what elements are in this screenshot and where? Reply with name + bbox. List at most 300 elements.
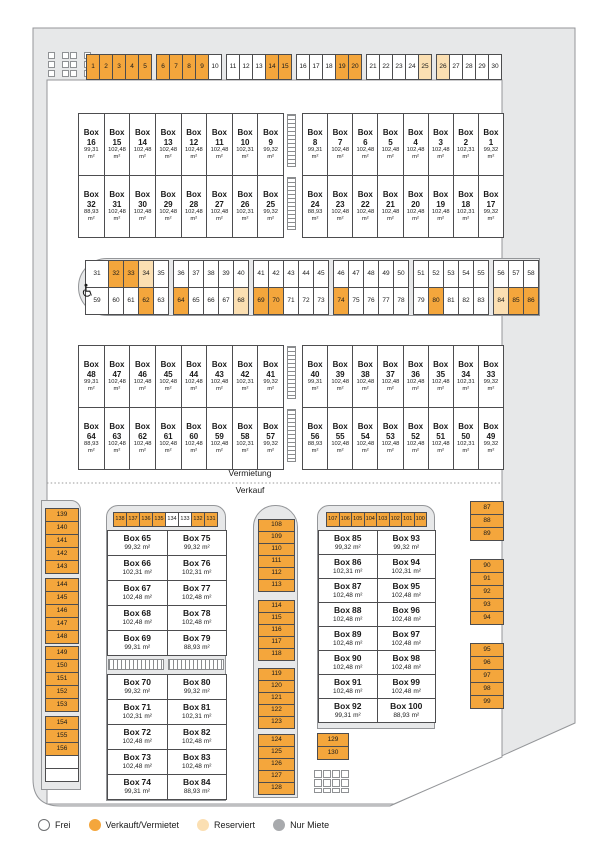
garage-box[interactable]: [108, 531, 167, 555]
unit-cell[interactable]: 118: [259, 649, 294, 660]
parking-cell[interactable]: 7: [170, 55, 182, 79]
unit-cell[interactable]: 91: [471, 573, 503, 585]
unit-cell[interactable]: 126: [259, 759, 294, 770]
unit-cell[interactable]: 125: [259, 747, 294, 758]
storage-cell[interactable]: 43: [284, 261, 298, 287]
garage-box[interactable]: [454, 408, 478, 469]
box-number: 64: [86, 431, 96, 441]
storage-cell[interactable]: 45: [314, 261, 328, 287]
parking-cell[interactable]: 24: [406, 55, 418, 79]
unit-cell[interactable]: 142: [46, 548, 78, 560]
garage-box[interactable]: [378, 699, 436, 722]
garage-box[interactable]: [378, 346, 402, 407]
garage-box[interactable]: [105, 346, 130, 407]
parking-cell[interactable]: 20: [349, 55, 361, 79]
storage-cell[interactable]: 76: [364, 288, 378, 314]
unit-cell[interactable]: 87: [471, 502, 503, 514]
box-area-unit: m²: [267, 386, 275, 393]
garage-box[interactable]: [207, 346, 232, 407]
garage-box[interactable]: [130, 346, 155, 407]
parking-cell[interactable]: 12: [240, 55, 252, 79]
garage-box[interactable]: [168, 675, 227, 699]
box-word: Box: [83, 359, 99, 369]
garage-box[interactable]: [454, 114, 478, 175]
garage-box[interactable]: [258, 176, 283, 237]
box-word: Box: [109, 127, 125, 137]
storage-cell[interactable]: 42: [269, 261, 283, 287]
garage-box[interactable]: [233, 408, 258, 469]
garage-box[interactable]: [168, 631, 227, 655]
garage-box[interactable]: [479, 408, 503, 469]
parking-cell[interactable]: 11: [227, 55, 239, 79]
unit-cell[interactable]: 138: [114, 513, 126, 526]
garage-box[interactable]: [479, 114, 503, 175]
garage-box[interactable]: [319, 675, 377, 698]
storage-cell[interactable]: 86: [524, 288, 538, 314]
garage-box[interactable]: [378, 531, 436, 554]
parking-cell[interactable]: 30: [489, 55, 501, 79]
garage-box[interactable]: [303, 408, 327, 469]
garage-box[interactable]: [328, 408, 352, 469]
unit-cell[interactable]: 99: [471, 696, 503, 708]
garage-box[interactable]: [319, 579, 377, 602]
unit-cell[interactable]: 145: [46, 592, 78, 604]
parking-cell[interactable]: 22: [380, 55, 392, 79]
unit-cell[interactable]: 151: [46, 673, 78, 685]
storage-cell[interactable]: 61: [124, 288, 138, 314]
box-area-unit: m²: [437, 154, 445, 161]
garage-box[interactable]: [105, 176, 130, 237]
parking-cell[interactable]: 17: [310, 55, 322, 79]
stairs: [168, 659, 224, 670]
unit-cell[interactable]: 100: [415, 513, 427, 526]
box-area: 102,48: [133, 441, 152, 448]
garage-box[interactable]: [479, 176, 503, 237]
garage-box[interactable]: [303, 114, 327, 175]
unit-cell[interactable]: 120: [259, 681, 294, 692]
box-area: 102,48: [133, 209, 152, 216]
parking-cell[interactable]: 4: [126, 55, 138, 79]
garage-box[interactable]: [429, 114, 453, 175]
storage-cell[interactable]: 72: [299, 288, 313, 314]
unit-cell[interactable]: 108: [259, 520, 294, 531]
storage-cell[interactable]: 31: [86, 261, 108, 287]
unit-cell[interactable]: 140: [46, 522, 78, 534]
unit-cell[interactable]: 103: [377, 513, 389, 526]
garage-box[interactable]: [182, 408, 207, 469]
garage-box[interactable]: [378, 176, 402, 237]
storage-cell[interactable]: 64: [174, 288, 188, 314]
unit-cell[interactable]: 122: [259, 705, 294, 716]
unit-cell[interactable]: 98: [471, 683, 503, 695]
storage-cell[interactable]: 34: [139, 261, 153, 287]
unit-cell[interactable]: 112: [259, 568, 294, 579]
garage-box[interactable]: [353, 346, 377, 407]
box-area-unit: m²: [412, 216, 419, 223]
storage-cell[interactable]: 83: [474, 288, 488, 314]
parking-cell[interactable]: 18: [323, 55, 335, 79]
unit-cell[interactable]: 149: [46, 647, 78, 659]
storage-cell[interactable]: 73: [314, 288, 328, 314]
box-area-unit: m²: [413, 615, 421, 623]
garage-box[interactable]: [105, 114, 130, 175]
unit-cell[interactable]: 104: [365, 513, 377, 526]
unit-cell[interactable]: 97: [471, 670, 503, 682]
unit-cell[interactable]: 136: [140, 513, 152, 526]
storage-cell[interactable]: 74: [334, 288, 348, 314]
garage-box[interactable]: [79, 408, 104, 469]
storage-cell[interactable]: 78: [394, 288, 408, 314]
unit-cell[interactable]: 116: [259, 625, 294, 636]
garage-box[interactable]: [156, 408, 181, 469]
parking-cell[interactable]: 14: [266, 55, 278, 79]
storage-cell[interactable]: 40: [234, 261, 248, 287]
storage-cell[interactable]: 39: [219, 261, 233, 287]
box-area-unit: m²: [413, 663, 421, 671]
garage-box[interactable]: [108, 775, 167, 799]
storage-cell[interactable]: 33: [124, 261, 138, 287]
unit-cell[interactable]: 96: [471, 657, 503, 669]
garage-box[interactable]: [156, 346, 181, 407]
garage-box[interactable]: [168, 531, 227, 555]
unit-cell[interactable]: 139: [46, 509, 78, 521]
unit-cell[interactable]: 128: [259, 783, 294, 794]
box-number: 4: [413, 137, 418, 147]
garage-box[interactable]: [168, 750, 227, 774]
storage-cell[interactable]: 60: [109, 288, 123, 314]
garage-box[interactable]: [130, 176, 155, 237]
unit-cell[interactable]: 93: [471, 599, 503, 611]
unit-cell[interactable]: 137: [127, 513, 139, 526]
storage-cell[interactable]: 77: [379, 288, 393, 314]
unit-cell[interactable]: 105: [352, 513, 364, 526]
unit-cell[interactable]: 92: [471, 586, 503, 598]
garage-box[interactable]: [328, 346, 352, 407]
garage-box[interactable]: [319, 603, 377, 626]
garage-box[interactable]: [404, 408, 428, 469]
storage-cell[interactable]: 69: [254, 288, 268, 314]
garage-box[interactable]: [328, 176, 352, 237]
box-number: 91: [352, 676, 362, 687]
unit-cell[interactable]: 156: [46, 743, 78, 755]
unit-cell[interactable]: 107: [327, 513, 339, 526]
unit-cell[interactable]: 132: [192, 513, 204, 526]
garage-box[interactable]: [378, 579, 436, 602]
parking-cell[interactable]: 2: [100, 55, 112, 79]
storage-cell[interactable]: 75: [349, 288, 363, 314]
garage-box[interactable]: [130, 114, 155, 175]
parking-cell[interactable]: 29: [476, 55, 488, 79]
unit-cell[interactable]: [46, 769, 78, 781]
box-area-unit: m²: [413, 639, 421, 647]
garage-box[interactable]: [429, 408, 453, 469]
unit-cell[interactable]: 130: [318, 747, 348, 759]
garage-box[interactable]: [319, 531, 377, 554]
garage-box[interactable]: [328, 114, 352, 175]
storage-cell[interactable]: 68: [234, 288, 248, 314]
box-number: 82: [201, 727, 211, 738]
garage-box[interactable]: [182, 114, 207, 175]
garage-box[interactable]: [156, 114, 181, 175]
unit-cell[interactable]: 90: [471, 560, 503, 572]
garage-box[interactable]: [105, 408, 130, 469]
storage-cell[interactable]: 54: [459, 261, 473, 287]
garage-box[interactable]: [207, 114, 232, 175]
garage-box[interactable]: [108, 556, 167, 580]
parking-cell[interactable]: 26: [437, 55, 449, 79]
garage-box[interactable]: [454, 346, 478, 407]
garage-box[interactable]: [378, 651, 436, 674]
storage-cell[interactable]: 56: [494, 261, 508, 287]
garage-box[interactable]: [429, 176, 453, 237]
box-word: Box: [333, 556, 351, 567]
box-area-unit: m²: [412, 448, 419, 455]
box-area-unit: m²: [462, 386, 470, 393]
unit-cell[interactable]: 134: [166, 513, 178, 526]
unit-cell[interactable]: 101: [402, 513, 414, 526]
garage-box[interactable]: [233, 346, 258, 407]
garage-box[interactable]: [168, 775, 227, 799]
garage-box[interactable]: [108, 675, 167, 699]
garage-box[interactable]: [79, 176, 104, 237]
unit-cell[interactable]: 141: [46, 535, 78, 547]
parking-cell[interactable]: 23: [393, 55, 405, 79]
box-number: 31: [112, 199, 122, 209]
garage-box[interactable]: [182, 176, 207, 237]
garage-box[interactable]: [319, 699, 377, 722]
box-area: 102,48: [122, 594, 143, 602]
unit-cell[interactable]: 146: [46, 605, 78, 617]
garage-box[interactable]: [108, 725, 167, 749]
storage-cell[interactable]: 67: [219, 288, 233, 314]
unit-cell[interactable]: 148: [46, 631, 78, 643]
garage-box[interactable]: [168, 606, 227, 630]
unit-cell[interactable]: 152: [46, 686, 78, 698]
garage-box[interactable]: [319, 651, 377, 674]
storage-cell[interactable]: 51: [414, 261, 428, 287]
parking-cell[interactable]: 5: [139, 55, 151, 79]
parking-cell[interactable]: 27: [450, 55, 462, 79]
garage-box[interactable]: [156, 176, 181, 237]
box-number: 13: [163, 137, 173, 147]
unit-cell[interactable]: 109: [259, 532, 294, 543]
garage-box[interactable]: [168, 581, 227, 605]
storage-cell[interactable]: 71: [284, 288, 298, 314]
unit-cell[interactable]: 155: [46, 730, 78, 742]
unit-cell[interactable]: 154: [46, 717, 78, 729]
storage-cell[interactable]: 58: [524, 261, 538, 287]
unit-cell[interactable]: 123: [259, 717, 294, 728]
unit-cell[interactable]: 114: [259, 601, 294, 612]
garage-box[interactable]: [108, 606, 167, 630]
garage-box[interactable]: [303, 176, 327, 237]
storage-cell[interactable]: 37: [189, 261, 203, 287]
sale-building-left-upper: [107, 530, 227, 656]
unit-cell[interactable]: 150: [46, 660, 78, 672]
parking-cell[interactable]: 13: [253, 55, 265, 79]
garage-box[interactable]: [258, 408, 283, 469]
parking-cell[interactable]: 8: [183, 55, 195, 79]
box-area: 102,48: [159, 209, 178, 216]
unit-cell[interactable]: 113: [259, 580, 294, 591]
garage-box[interactable]: [108, 581, 167, 605]
unit-cell[interactable]: 102: [390, 513, 402, 526]
box-area-unit: m²: [144, 594, 152, 602]
garage-box[interactable]: [207, 176, 232, 237]
storage-cell[interactable]: 62: [139, 288, 153, 314]
storage-cell[interactable]: 79: [414, 288, 428, 314]
box-area-unit: m²: [361, 386, 369, 393]
box-word: Box: [433, 359, 449, 369]
unit-cell[interactable]: 127: [259, 771, 294, 782]
garage-box[interactable]: [258, 114, 283, 175]
box-number: 23: [335, 199, 345, 209]
parking-cell[interactable]: 28: [463, 55, 475, 79]
storage-cell[interactable]: 46: [334, 261, 348, 287]
storage-cell[interactable]: 57: [509, 261, 523, 287]
unit-cell[interactable]: 106: [340, 513, 352, 526]
box-area: 102,31: [122, 713, 143, 721]
garage-box[interactable]: [258, 346, 283, 407]
garage-box[interactable]: [378, 627, 436, 650]
box-number: 84: [201, 777, 211, 788]
box-area-unit: m²: [144, 763, 152, 771]
unit-cell[interactable]: 110: [259, 544, 294, 555]
garage-box[interactable]: [168, 725, 227, 749]
garage-box[interactable]: [79, 114, 104, 175]
garage-box[interactable]: [207, 408, 232, 469]
unit-cell[interactable]: 143: [46, 561, 78, 573]
storage-cell[interactable]: 38: [204, 261, 218, 287]
parking-cell[interactable]: 15: [279, 55, 291, 79]
parking-cell[interactable]: 25: [419, 55, 431, 79]
box-area: 102,48: [122, 619, 143, 627]
unit-cell[interactable]: 135: [153, 513, 165, 526]
storage-cell[interactable]: 80: [429, 288, 443, 314]
storage-cell[interactable]: 65: [189, 288, 203, 314]
strip-group: [333, 260, 409, 315]
garage-box[interactable]: [479, 346, 503, 407]
storage-cell[interactable]: 82: [459, 288, 473, 314]
garage-box[interactable]: [378, 555, 436, 578]
parking-cell[interactable]: 10: [209, 55, 221, 79]
storage-cell[interactable]: 59: [86, 288, 108, 314]
storage-cell[interactable]: 47: [349, 261, 363, 287]
garage-box[interactable]: [108, 750, 167, 774]
unit-cell[interactable]: 117: [259, 637, 294, 648]
box-area-unit: m²: [411, 543, 420, 551]
unit-cell[interactable]: 121: [259, 693, 294, 704]
parking-cell[interactable]: 1: [87, 55, 99, 79]
box-area: 102,31: [122, 569, 143, 577]
garage-box[interactable]: [353, 114, 377, 175]
storage-cell[interactable]: 50: [394, 261, 408, 287]
garage-box[interactable]: [319, 627, 377, 650]
garage-box[interactable]: [378, 603, 436, 626]
unit-cell[interactable]: 95: [471, 644, 503, 656]
garage-box[interactable]: [233, 114, 258, 175]
box-word: Box: [123, 533, 140, 544]
storage-cell[interactable]: 70: [269, 288, 283, 314]
storage-cell[interactable]: 32: [109, 261, 123, 287]
box-word: Box: [333, 652, 351, 663]
garage-box[interactable]: [404, 346, 428, 407]
unit-cell[interactable]: 147: [46, 618, 78, 630]
parking-cell[interactable]: 21: [367, 55, 379, 79]
garage-box[interactable]: [79, 346, 104, 407]
storage-cell[interactable]: 63: [154, 288, 168, 314]
box-word: Box: [182, 583, 200, 594]
garage-box[interactable]: [168, 556, 227, 580]
storage-cell[interactable]: 84: [494, 288, 508, 314]
unit-cell[interactable]: 124: [259, 735, 294, 746]
storage-cell[interactable]: 44: [299, 261, 313, 287]
parking-cell[interactable]: 6: [157, 55, 169, 79]
unit-cell[interactable]: 144: [46, 579, 78, 591]
parking-cell[interactable]: 19: [336, 55, 348, 79]
garage-box[interactable]: [108, 631, 167, 655]
storage-cell[interactable]: 85: [509, 288, 523, 314]
garage-box[interactable]: [404, 176, 428, 237]
box-area-unit: m²: [142, 644, 151, 652]
storage-cell[interactable]: 48: [364, 261, 378, 287]
garage-box[interactable]: [319, 555, 377, 578]
storage-cell[interactable]: 81: [444, 288, 458, 314]
box-area: 102,48: [159, 379, 178, 386]
box-word: Box: [333, 700, 351, 711]
storage-cell[interactable]: 52: [429, 261, 443, 287]
storage-cell[interactable]: 35: [154, 261, 168, 287]
box-word: Box: [237, 359, 253, 369]
unit-cell[interactable]: 88: [471, 515, 503, 527]
unit-cell[interactable]: 129: [318, 734, 348, 746]
garage-box[interactable]: [378, 114, 402, 175]
parking-cell[interactable]: 16: [297, 55, 309, 79]
unit-cell[interactable]: 153: [46, 699, 78, 711]
garage-box[interactable]: [378, 408, 402, 469]
unit-cell[interactable]: 111: [259, 556, 294, 567]
garage-box[interactable]: [108, 700, 167, 724]
parking-cell[interactable]: 3: [113, 55, 125, 79]
unit-cell[interactable]: 94: [471, 612, 503, 624]
parking-cell[interactable]: 9: [196, 55, 208, 79]
unit-cell[interactable]: 115: [259, 613, 294, 624]
garage-box[interactable]: [303, 346, 327, 407]
storage-cell[interactable]: 66: [204, 288, 218, 314]
garage-box[interactable]: [353, 408, 377, 469]
storage-cell[interactable]: 55: [474, 261, 488, 287]
garage-box[interactable]: [404, 114, 428, 175]
garage-box[interactable]: [182, 346, 207, 407]
storage-cell[interactable]: 36: [174, 261, 188, 287]
garage-box[interactable]: [130, 408, 155, 469]
unit-cell[interactable]: [46, 756, 78, 768]
unit-cell[interactable]: 133: [179, 513, 191, 526]
unit-cell[interactable]: 131: [205, 513, 217, 526]
garage-box[interactable]: [233, 176, 258, 237]
unit-cell[interactable]: 89: [471, 528, 503, 540]
garage-box[interactable]: [378, 675, 436, 698]
storage-cell[interactable]: 53: [444, 261, 458, 287]
unit-cell[interactable]: 119: [259, 669, 294, 680]
garage-box[interactable]: [429, 346, 453, 407]
box-area-unit: m²: [413, 567, 421, 575]
garage-box[interactable]: [168, 700, 227, 724]
storage-cell[interactable]: 41: [254, 261, 268, 287]
storage-cell[interactable]: 49: [379, 261, 393, 287]
garage-box[interactable]: [454, 176, 478, 237]
garage-box[interactable]: [353, 176, 377, 237]
